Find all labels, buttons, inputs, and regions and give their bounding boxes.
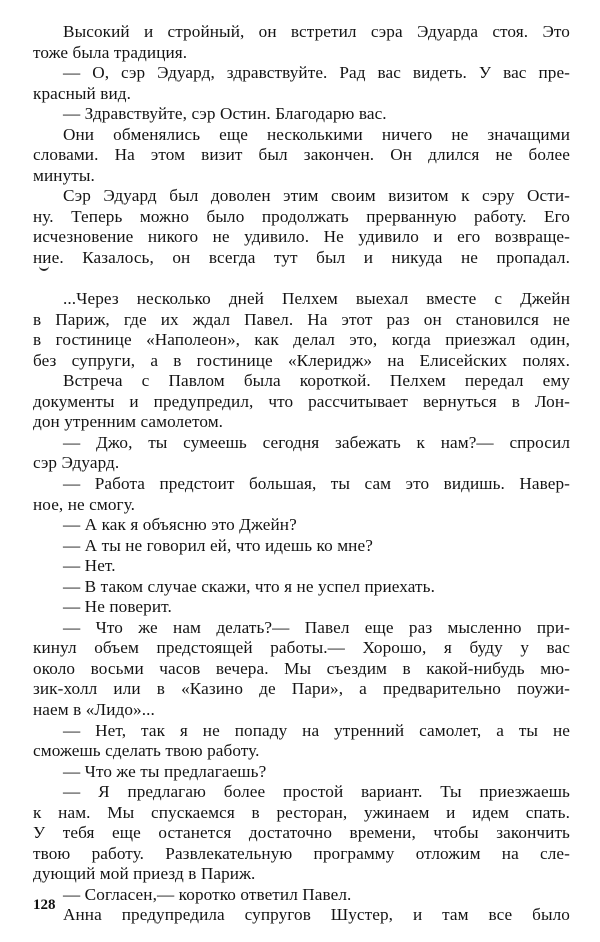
text-line: словами. На этом визит был закончен. Он длился не более bbox=[33, 145, 570, 165]
dialogue-paragraph bbox=[33, 618, 570, 721]
text-line: минуты. bbox=[33, 165, 95, 185]
text-line: — Согласен,— коротко ответил Павел. bbox=[63, 884, 352, 904]
text-line: — А ты не говорил ей, что идешь ко мне? bbox=[63, 535, 373, 555]
text-line: в Париж, где их ждал Павел. На этот раз он становился не bbox=[33, 309, 570, 329]
text-line: около восьми часов вечера. Мы съездим в какой-нибудь мю- bbox=[33, 658, 570, 678]
book-page-text bbox=[33, 22, 570, 926]
paragraph bbox=[33, 905, 570, 926]
dialogue-paragraph bbox=[33, 762, 570, 783]
scan-mark bbox=[39, 265, 49, 271]
text-line: — Нет, так я не попаду на утренний самолет, а ты не bbox=[63, 720, 570, 740]
text-line: к нам. Мы спускаемся в ресторан, ужинаем и идем спать. bbox=[33, 802, 570, 822]
text-line: зик-холл или в «Казино де Пари», а предварительно поужи- bbox=[33, 679, 570, 699]
text-line: — Я предлагаю более простой вариант. Ты приезжаешь bbox=[63, 782, 570, 802]
text-line: — Что же ты предлагаешь? bbox=[63, 761, 267, 781]
page-number: 128 bbox=[33, 897, 56, 913]
text-line: тоже была традиция. bbox=[33, 42, 188, 62]
dialogue-paragraph bbox=[33, 474, 570, 515]
text-line: в гостинице «Наполеон», как делал это, когда приезжал один, bbox=[33, 330, 570, 350]
text-line: — О, сэр Эдуард, здравствуйте. Рад вас видеть. У вас пре- bbox=[63, 63, 570, 83]
dialogue-paragraph bbox=[33, 597, 570, 618]
text-line: твою работу. Развлекательную программу отложим на сле- bbox=[33, 843, 570, 863]
dialogue-paragraph bbox=[33, 885, 570, 906]
text-line: ну. Теперь можно было продолжать прерванную работу. Его bbox=[33, 206, 570, 226]
text-line: — Нет. bbox=[63, 556, 116, 576]
text-line: ние. Казалось, он всегда тут был и никуда не пропадал. bbox=[33, 248, 570, 268]
text-line: сэр Эдуард. bbox=[33, 453, 120, 473]
paragraph bbox=[33, 289, 570, 371]
text-line: — Что же нам делать?— Павел еще раз мысленно при- bbox=[63, 617, 570, 637]
text-line: — Здравствуйте, сэр Остин. Благодарю вас. bbox=[63, 104, 387, 124]
paragraph bbox=[33, 371, 570, 433]
dialogue-paragraph bbox=[33, 63, 570, 104]
dialogue-paragraph bbox=[33, 104, 570, 125]
text-line: У тебя еще останется достаточно времени, чтобы закончить bbox=[33, 823, 570, 843]
text-line: — Работа предстоит большая, ты сам это видишь. Навер- bbox=[63, 473, 570, 493]
text-line: — Джо, ты сумеешь сегодня забежать к нам?— спросил bbox=[63, 432, 570, 452]
text-line: исчезновение никого не удивило. Не удивило и его возвраще- bbox=[33, 227, 570, 247]
dialogue-paragraph bbox=[33, 556, 570, 577]
text-line: Сэр Эдуард был доволен этим своим визитом к сэру Ости- bbox=[63, 186, 570, 206]
text-line: кинул объем предстоящей работы.— Хорошо, я буду у вас bbox=[33, 638, 570, 658]
text-line: сможешь сделать твою работу. bbox=[33, 741, 260, 761]
text-line: наем в «Лидо»... bbox=[33, 700, 155, 719]
text-line: дон утренним самолетом. bbox=[33, 412, 224, 432]
dialogue-paragraph bbox=[33, 433, 570, 474]
text-line: Анна предупредила супругов Шустер, и там все было bbox=[63, 905, 570, 925]
dialogue-paragraph bbox=[33, 577, 570, 598]
dialogue-paragraph bbox=[33, 721, 570, 762]
text-line: красный вид. bbox=[33, 83, 131, 103]
section-break bbox=[33, 269, 570, 290]
text-line: — В таком случае скажи, что я не успел приехать. bbox=[63, 576, 435, 596]
text-line: Они обменялись еще несколькими ничего не значащими bbox=[63, 124, 570, 144]
text-line: документы и предупредил, что рассчитывает вернуться в Лон- bbox=[33, 391, 570, 411]
paragraph bbox=[33, 186, 570, 268]
text-line: — А как я объясню это Джейн? bbox=[63, 515, 297, 535]
text-line: Встреча с Павлом была короткой. Пелхем передал ему bbox=[63, 371, 570, 391]
text-line: — Не поверит. bbox=[63, 597, 172, 617]
paragraph bbox=[33, 22, 570, 63]
dialogue-paragraph bbox=[33, 515, 570, 536]
text-line: Высокий и стройный, он встретил сэра Эдуарда стоя. Это bbox=[63, 22, 570, 41]
text-line: ...Через несколько дней Пелхем выехал вместе с Джейн bbox=[63, 289, 570, 309]
dialogue-paragraph bbox=[33, 536, 570, 557]
dialogue-paragraph bbox=[33, 782, 570, 885]
text-line: дующий мой приезд в Париж. bbox=[33, 864, 256, 884]
paragraph bbox=[33, 125, 570, 187]
text-line: без супруги, а в гостинице «Клеридж» на Елисейских полях. bbox=[33, 350, 570, 370]
text-line: ное, не смогу. bbox=[33, 494, 136, 514]
